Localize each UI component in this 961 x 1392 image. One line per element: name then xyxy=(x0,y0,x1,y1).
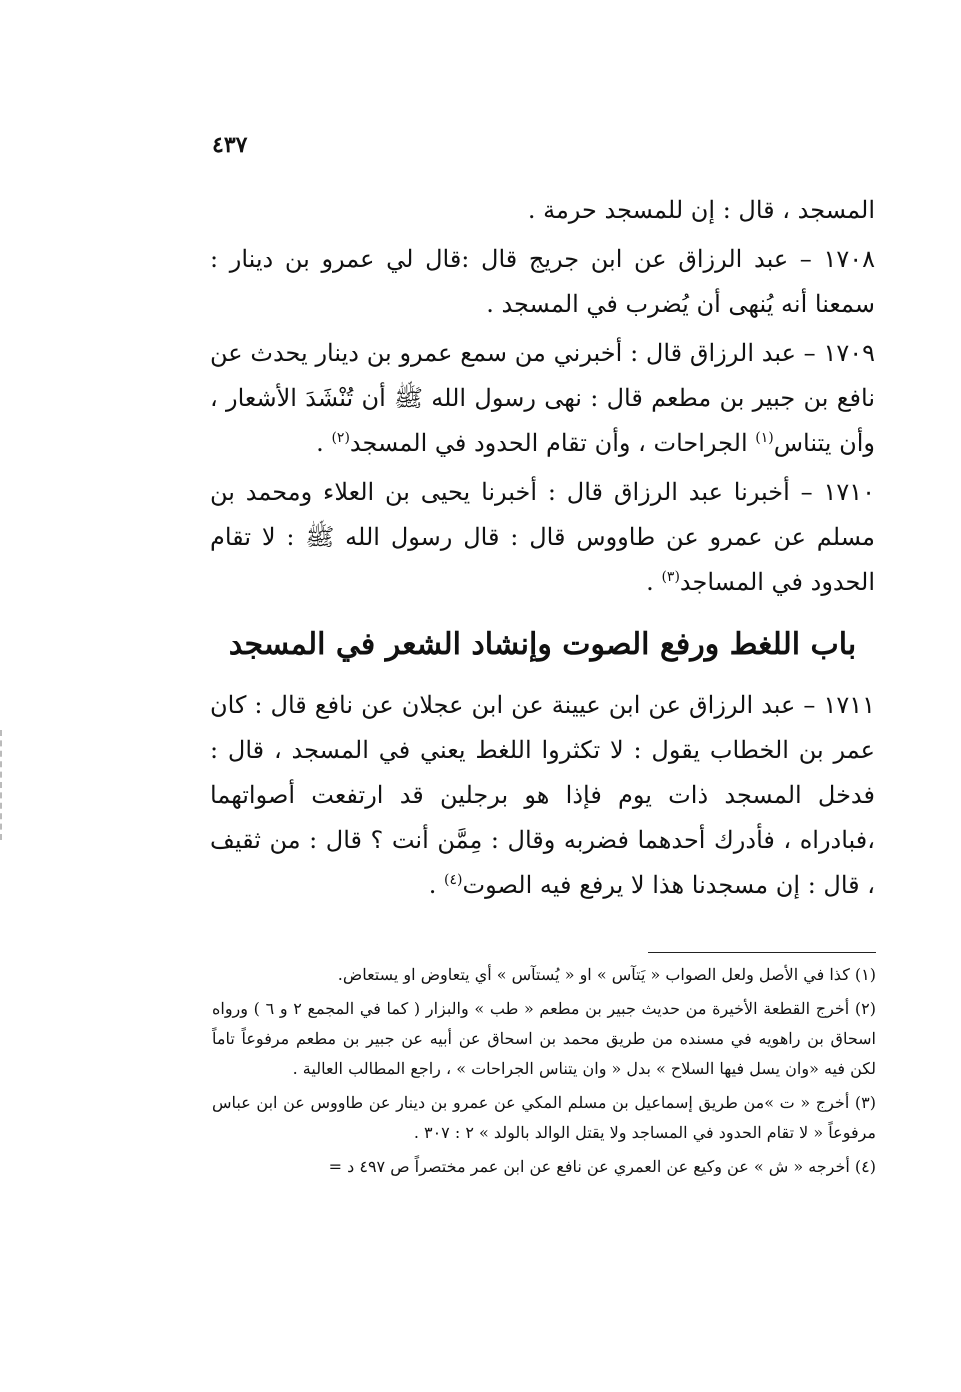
paragraph-text: ١٧٠٨ – عبد الرزاق عن ابن جريج قال :قال لي عمرو بن دينار : سمعنا أنه يُنهى أن يُضرب في المسجد . xyxy=(210,245,875,318)
main-text xyxy=(210,188,875,912)
paragraph-text: الجراحات ، وأن تقام الحدود في المسجد xyxy=(349,429,756,457)
footnote-ref-4: (٤) xyxy=(444,872,463,888)
hadith-1710 xyxy=(210,470,875,605)
footnote-4: (٤) أخرجه « ش » عن وكيع عن العمري عن نافع عن ابن عمر مختصراً ص ٤٩٧ د = xyxy=(328,1157,876,1176)
scan-margin-mark xyxy=(0,730,4,840)
paragraph-text: . xyxy=(316,429,332,457)
hadith-1711 xyxy=(210,683,875,908)
paragraph-text: . xyxy=(428,871,445,899)
footnote-ref-1: (١) xyxy=(755,430,774,446)
footnote-3: (٣) أخرج « ت »من طريق إسماعيل بن مسلم المكي عن عمرو بن دينار عن طاووس عن ابن عباس مرفوعاً « لا تقام الحدود في المساجد ولا يقتل الوالد بالولد » ٢ : ٣٠٧ . xyxy=(212,1093,876,1142)
paragraph-text: المسجد ، قال : إن للمسجد حرمة . xyxy=(527,196,875,224)
paragraph-text: ١٧٠٩ – عبد الرزاق قال : أخبرني من سمع عمرو بن دينار يحدث عن نافع بن جبير بن مطعم قال : نهى رسول الله ﷺ أن تُنْشَدَ الأشعار ، وأن يتناس xyxy=(210,339,875,457)
footnotes xyxy=(212,960,876,1186)
footnote-ref-2: (٢) xyxy=(331,430,350,446)
paragraph-text: . xyxy=(646,568,662,596)
hadith-1709 xyxy=(210,331,875,466)
chapter-heading: باب اللغط ورفع الصوت وإنشاد الشعر في المسجد xyxy=(228,627,857,662)
page-number: ٤٣٧ xyxy=(212,132,248,158)
footnote-2: (٢) أخرج القطعة الأخيرة من حديث جبير بن مطعم « طب » والبزار ( كما في المجمع ٢ و ٦ ) ورواه اسحاق بن راهويه في مسنده من طريق محمد بن اسحاق عن أبيه عن جبير بن مطعم مرفوعاً تاماً لكن فيه «وان يسل فيها السلاح » بدل « وان يتناس الجراحات » ، راجع المطالب العالية . xyxy=(212,999,876,1078)
footnote-ref-3: (٣) xyxy=(661,569,680,585)
paragraph-continuation xyxy=(210,188,875,233)
hadith-1708 xyxy=(210,237,875,327)
footnote-1: (١) كذا في الأصل ولعل الصواب « يَتآس » او « يُستآس » أي يتعاوض او يستعاض. xyxy=(337,965,876,984)
paragraph-text: ١٧١١ – عبد الرزاق عن ابن عيينة عن ابن عجلان عن نافع قال : كان عمر بن الخطاب يقول : لا تكثروا اللغط يعني في المسجد ، قال : فدخل المسجد ذات يوم فإذا هو برجلين قد ارتفعت أصواتهما ،فبادراه ، فأدرك أحدهما فضربه وقال : مِمَّن أنت ؟ قال : من ثقيف ، قال : إن مسجدنا هذا لا يرفع فيه الصوت xyxy=(210,691,875,899)
footnote-divider xyxy=(648,952,876,953)
paragraph-text: ١٧١٠ – أخبرنا عبد الرزاق قال : أخبرنا يحيى بن العلاء ومحمد بن مسلم عن عمرو عن طاووس قال : قال رسول الله ﷺ : لا تقام الحدود في المساجد xyxy=(210,478,875,596)
